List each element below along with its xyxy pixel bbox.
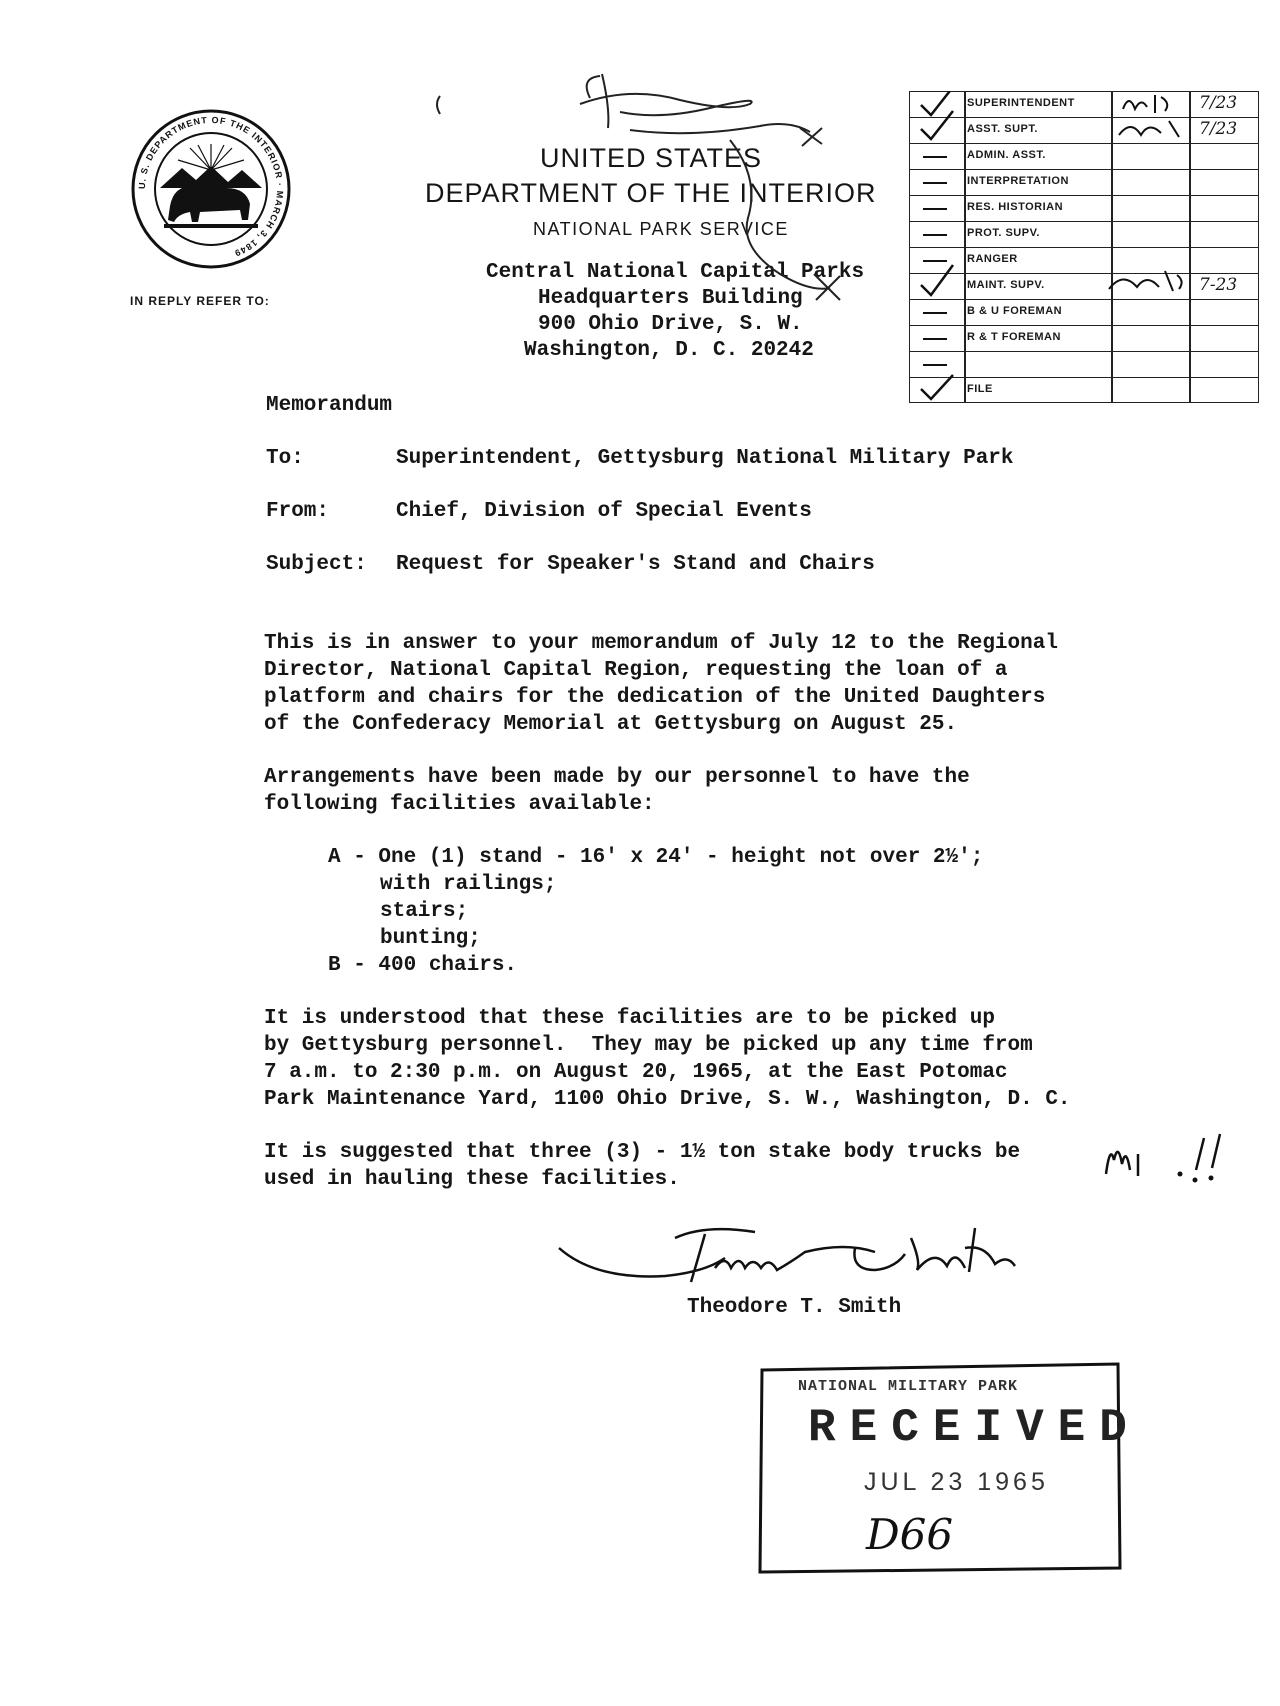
routing-date: 7/23 (1199, 93, 1238, 113)
address-line-2: Headquarters Building (538, 287, 803, 310)
handwritten-routing-scrawl (430, 68, 910, 308)
routing-date: 7-23 (1199, 275, 1238, 295)
letterhead-department: DEPARTMENT OF THE INTERIOR (425, 178, 877, 208)
letterhead-country: UNITED STATES (540, 143, 763, 173)
routing-row-label: ADMIN. ASST. (967, 149, 1046, 161)
paragraph-4-line: It is suggested that three (3) - 1½ ton stake body trucks be (264, 1141, 1021, 1164)
stamp-header: NATIONAL MILITARY PARK (798, 1378, 1019, 1395)
paragraph-1-line: platform and chairs for the dedication of the United Daughters (264, 686, 1046, 709)
routing-date: 7/23 (1199, 119, 1238, 139)
routing-row-label: R & T FOREMAN (967, 331, 1061, 343)
facility-item-b: B - 400 chairs. (328, 954, 518, 977)
stamp-received: RECEIVED (808, 1402, 1141, 1454)
facility-item-a-detail: bunting; (380, 927, 481, 950)
routing-row-label: ASST. SUPT. (967, 123, 1038, 135)
routing-row-label: INTERPRETATION (967, 175, 1069, 187)
received-stamp (758, 1362, 1141, 1574)
facility-item-a: A - One (1) stand - 16' x 24' - height not over 2½'; (328, 846, 984, 869)
routing-row-label: SUPERINTENDENT (967, 97, 1075, 109)
to-value: Superintendent, Gettysburg National Military Park (396, 447, 1014, 470)
subject-label: Subject: (266, 553, 367, 576)
routing-row-label: B & U FOREMAN (967, 305, 1063, 317)
paragraph-1-line: This is in answer to your memorandum of July 12 to the Regional (264, 632, 1058, 655)
paragraph-3-line: It is understood that these facilities are to be picked up (264, 1007, 995, 1030)
department-seal-icon (130, 108, 292, 270)
reply-refer-label: IN REPLY REFER TO: (130, 294, 270, 308)
routing-row-label: RANGER (967, 253, 1018, 265)
paragraph-3-line: 7 a.m. to 2:30 p.m. on August 20, 1965, at the East Potomac (264, 1061, 1008, 1084)
routing-row-label: RES. HISTORIAN (967, 201, 1064, 213)
margin-note-handwriting (1100, 1130, 1240, 1190)
from-value: Chief, Division of Special Events (396, 500, 812, 523)
seal-text: U. S. DEPARTMENT OF THE INTERIOR · MARCH 3, 1849 (136, 114, 286, 259)
routing-row-label: MAINT. SUPV. (967, 279, 1045, 291)
address-line-4: Washington, D. C. 20242 (524, 339, 814, 362)
signature-handwriting (555, 1218, 1055, 1298)
paragraph-1-line: of the Confederacy Memorial at Gettysburg on August 25. (264, 713, 958, 736)
routing-row-label: PROT. SUPV. (967, 227, 1040, 239)
paragraph-4-line: used in hauling these facilities. (264, 1168, 680, 1191)
from-label: From: (266, 500, 330, 523)
address-line-1: Central National Capital Parks (486, 261, 865, 284)
check-icon (921, 111, 953, 139)
paragraph-3-line: Park Maintenance Yard, 1100 Ohio Drive, S. W., Washington, D. C. (264, 1088, 1071, 1111)
address-line-3: 900 Ohio Drive, S. W. (538, 313, 803, 336)
paragraph-2-line: following facilities available: (264, 793, 655, 816)
routing-slip (909, 91, 1259, 403)
check-icon (921, 375, 953, 399)
check-icon (921, 265, 953, 295)
stamp-date: JUL 23 1965 (864, 1468, 1049, 1496)
paragraph-3-line: by Gettysburg personnel. They may be picked up any time from (264, 1034, 1033, 1057)
paragraph-2-line: Arrangements have been made by our personnel to have the (264, 766, 970, 789)
paragraph-1-line: Director, National Capital Region, requesting the loan of a (264, 659, 1008, 682)
check-icon (921, 91, 953, 115)
routing-row-label: FILE (967, 383, 993, 395)
letterhead-service: NATIONAL PARK SERVICE (533, 219, 789, 239)
to-label: To: (266, 447, 304, 470)
facility-item-a-detail: stairs; (380, 900, 469, 923)
subject-value: Request for Speaker's Stand and Chairs (396, 553, 875, 576)
signature-name: Theodore T. Smith (687, 1296, 902, 1319)
memo-heading: Memorandum (266, 394, 393, 417)
facility-item-a-detail: with railings; (380, 873, 557, 896)
routing-handwriting (909, 91, 1259, 403)
stamp-file-code: D66 (866, 1510, 954, 1559)
